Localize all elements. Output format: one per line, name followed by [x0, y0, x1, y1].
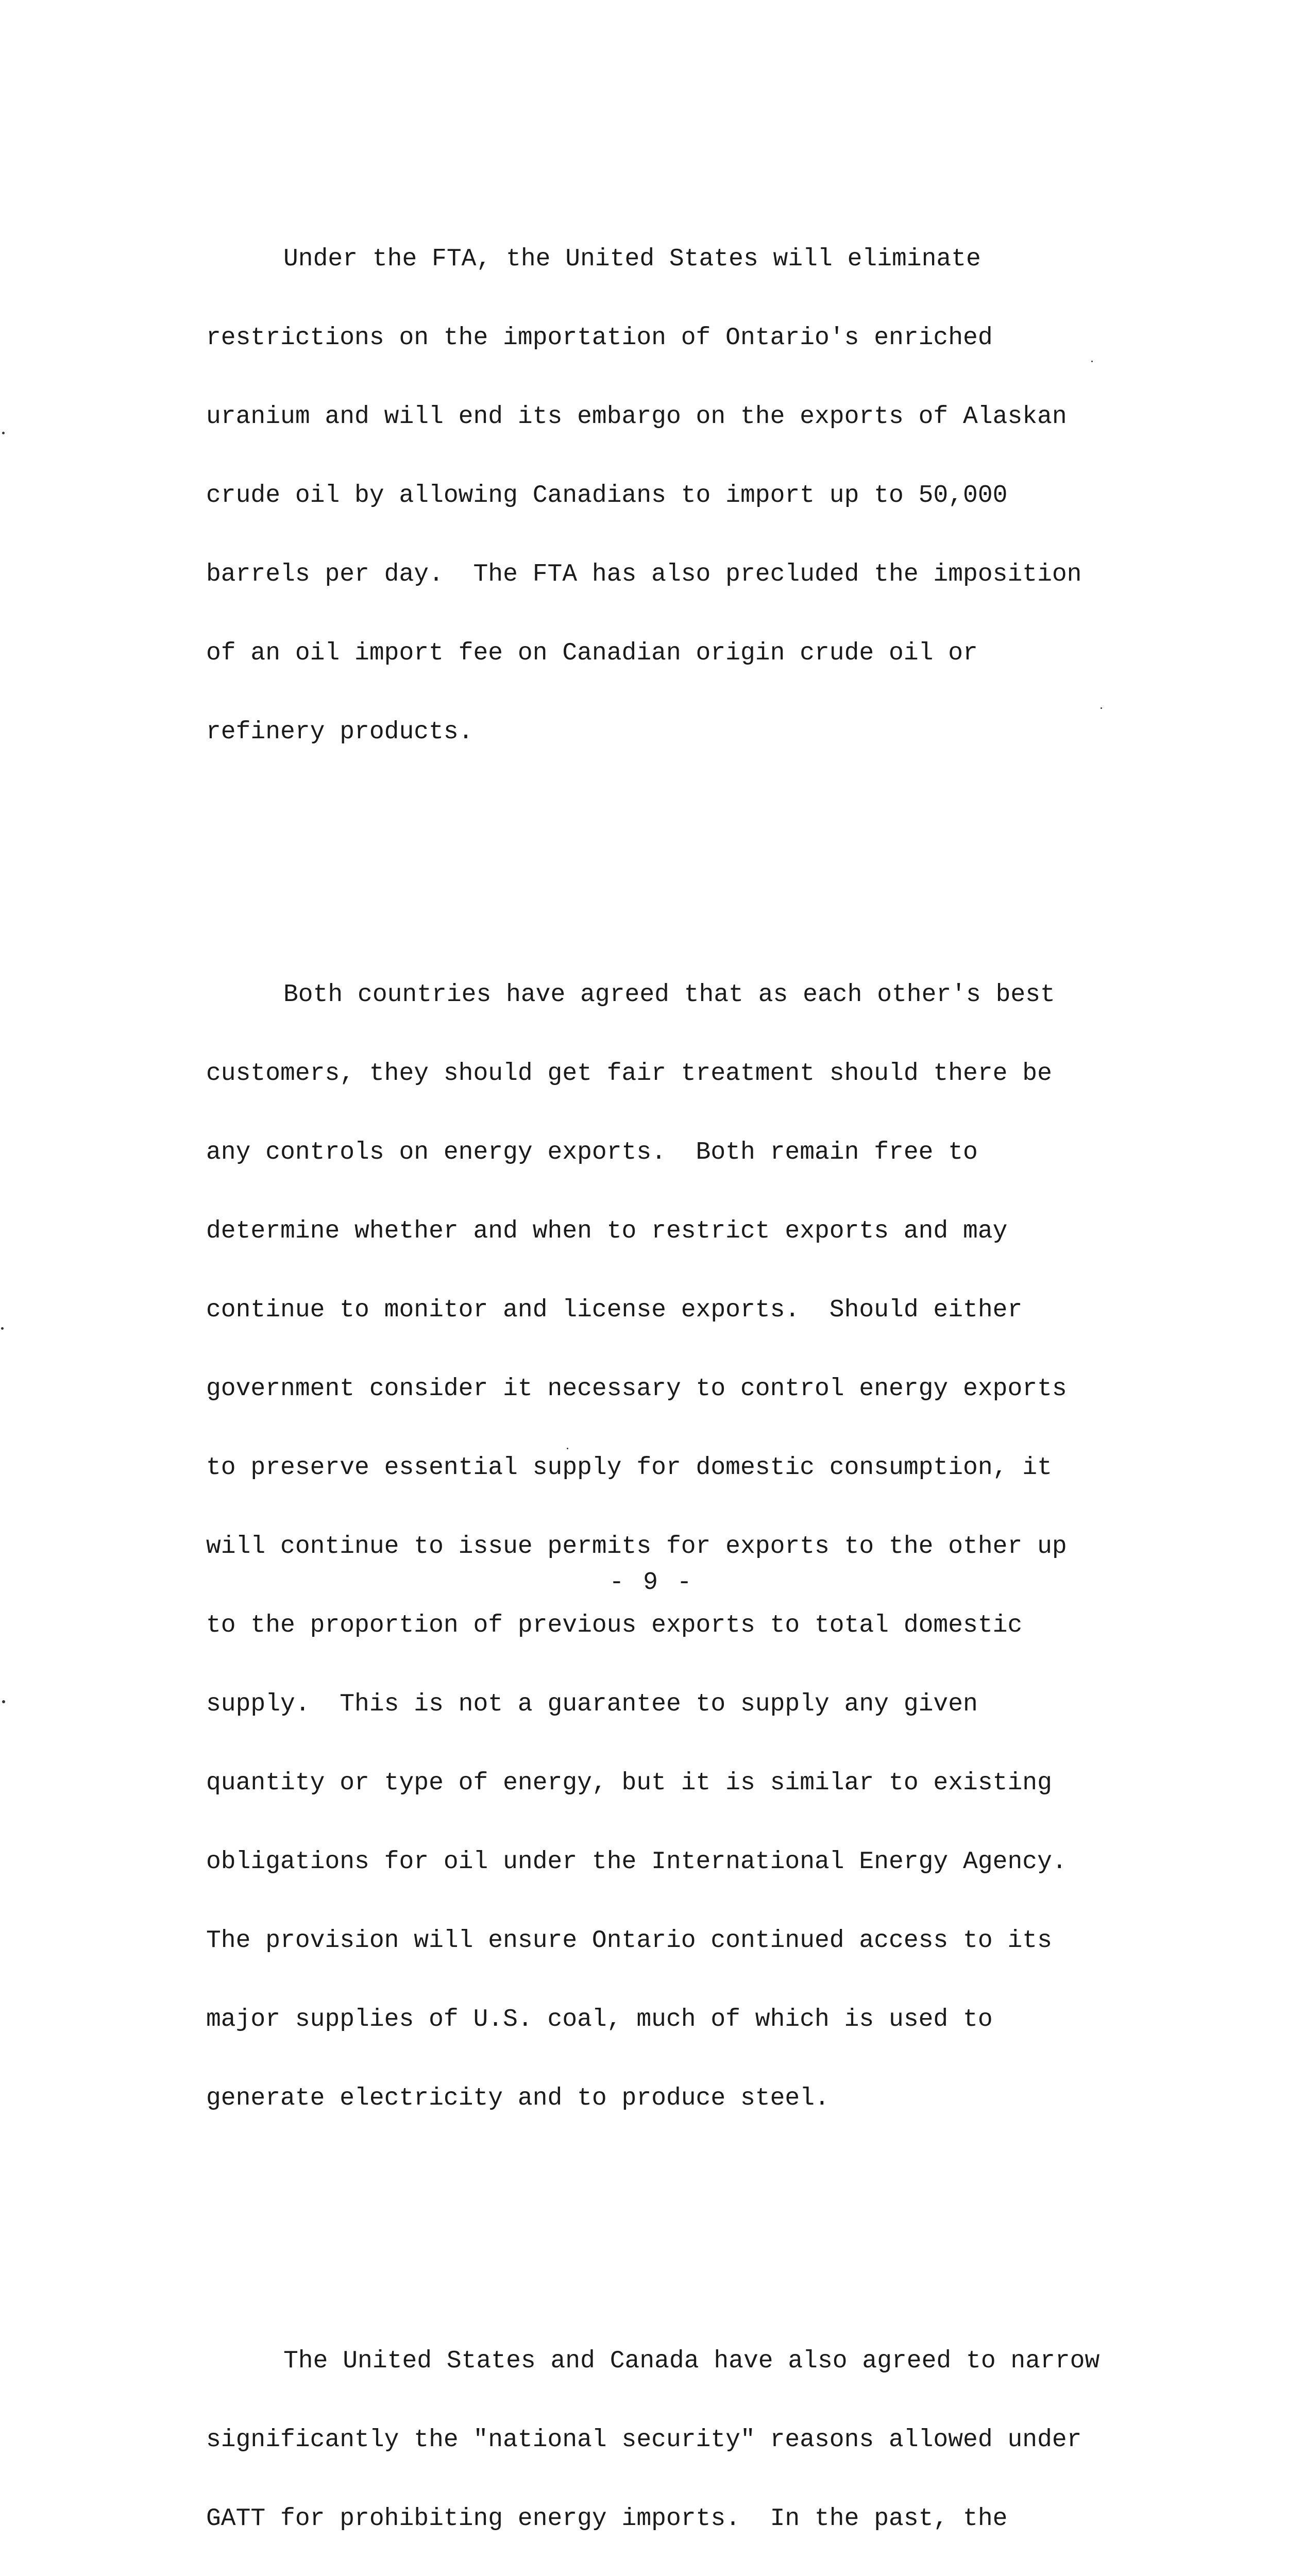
text-line: supply. This is not a guarantee to supply any given — [206, 1690, 978, 1718]
text-line: significantly the "national security" reasons allowed under — [206, 2426, 1082, 2454]
text-line: barrels per day. The FTA has also precluded the imposition — [206, 561, 1082, 588]
body-text — [206, 89, 1175, 2576]
text-line: The provision will ensure Ontario continued access to its — [206, 1927, 1052, 1955]
text-line: obligations for oil under the International Energy Agency. — [206, 1848, 1067, 1876]
text-line: major supplies of U.S. coal, much of which is used to — [206, 2006, 993, 2033]
text-line: The United States and Canada have also agreed to narrow — [283, 2347, 1100, 2375]
text-line: will continue to issue permits for exports to the other up — [206, 1533, 1067, 1561]
paragraph-energy-exports — [206, 929, 1175, 2164]
scan-speck — [567, 1448, 568, 1449]
text-line: to the proportion of previous exports to total domestic — [206, 1612, 1023, 1639]
text-line: GATT for prohibiting energy imports. In the past, the — [206, 2505, 1008, 2533]
text-line: refinery products. — [206, 718, 473, 746]
text-line: government consider it necessary to control energy exports — [206, 1375, 1067, 1403]
page-number: - 9 - — [609, 1569, 694, 1597]
text-line: restrictions on the importation of Ontario's enriched — [206, 324, 993, 352]
text-line: generate electricity and to produce steel. — [206, 2084, 830, 2112]
text-line: of an oil import fee on Canadian origin crude oil or — [206, 639, 978, 667]
text-line: crude oil by allowing Canadians to import up to 50,000 — [206, 482, 1008, 510]
scan-speck — [1101, 707, 1102, 709]
scan-speck — [1, 1327, 4, 1330]
paragraph-fta-us-restrictions — [206, 194, 1175, 798]
text-line: determine whether and when to restrict exports and may — [206, 1217, 1008, 1245]
text-line: Under the FTA, the United States will eliminate — [283, 245, 981, 273]
text-line: to preserve essential supply for domestic consumption, it — [206, 1454, 1052, 1482]
text-line: customers, they should get fair treatment should there be — [206, 1060, 1052, 1088]
text-line: uranium and will end its embargo on the exports of Alaskan — [206, 403, 1067, 431]
text-line: quantity or type of energy, but it is similar to existing — [206, 1769, 1052, 1797]
scan-speck — [1091, 361, 1093, 362]
text-line: any controls on energy exports. Both remain free to — [206, 1139, 978, 1166]
scan-speck — [2, 432, 5, 434]
text-line: Both countries have agreed that as each other's best — [283, 981, 1055, 1009]
text-line: continue to monitor and license exports. Should either — [206, 1296, 1023, 1324]
paragraph-national-security — [206, 2296, 1175, 2576]
scan-speck — [2, 1700, 5, 1703]
